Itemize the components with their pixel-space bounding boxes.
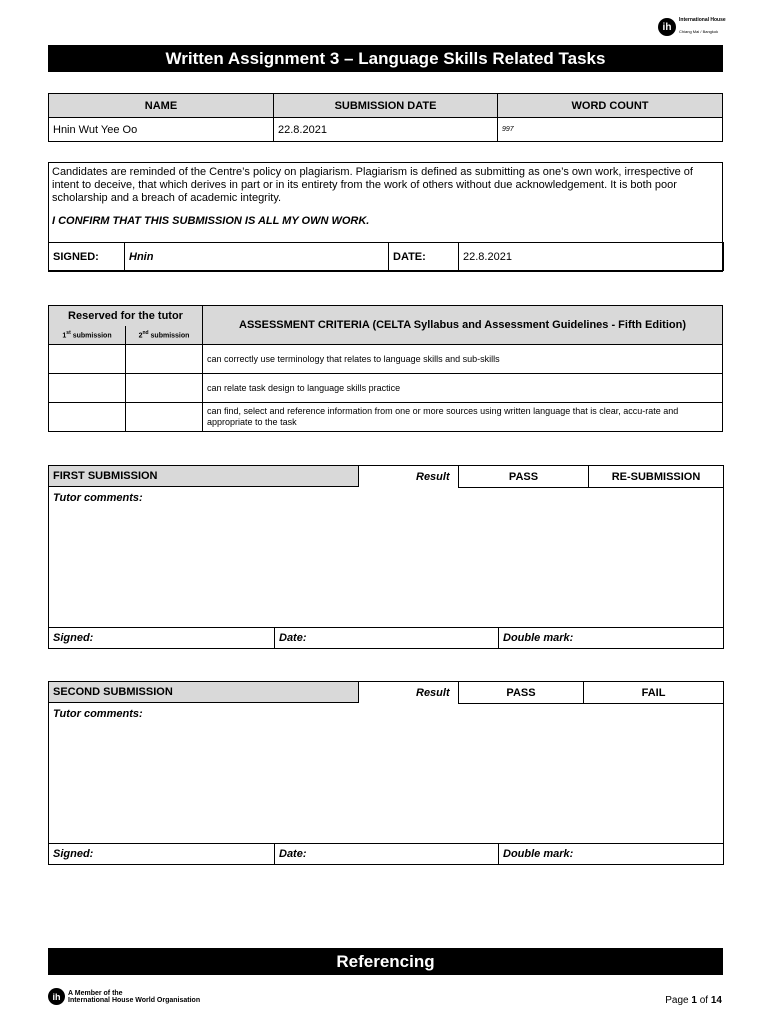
criterion-1-second-check[interactable]: [126, 345, 203, 374]
first-date-label[interactable]: Date:: [279, 632, 307, 644]
name-value[interactable]: Hnin Wut Yee Oo: [49, 118, 274, 142]
page-title: Written Assignment 3 – Language Skills Related Tasks: [48, 45, 723, 72]
criterion-3-second-check[interactable]: [126, 403, 203, 432]
name-header: NAME: [49, 94, 274, 118]
criterion-2-second-check[interactable]: [126, 374, 203, 403]
criterion-1-first-check[interactable]: [49, 345, 126, 374]
footer-logo-mark: ih: [48, 988, 65, 1005]
submission-info-table: [48, 93, 723, 142]
first-submission-col: 1st submission: [49, 326, 126, 345]
signed-label: SIGNED:: [49, 243, 125, 271]
first-pass-option[interactable]: PASS: [458, 466, 588, 488]
signature-table: [48, 242, 724, 271]
criterion-1: can correctly use terminology that relates to language skills and sub-skills: [203, 345, 723, 374]
footer-member-text: A Member of the International House World Organisation: [68, 990, 201, 1004]
first-double-mark-label[interactable]: Double mark:: [503, 632, 574, 644]
second-fail-option[interactable]: FAIL: [583, 682, 723, 704]
second-result-label: Result: [416, 686, 450, 699]
date-label: DATE:: [389, 243, 459, 271]
ih-logo-mark: ih: [658, 18, 676, 36]
ih-logo: [658, 16, 728, 38]
first-submission-box: [48, 465, 724, 649]
submission-date-value[interactable]: 22.8.2021: [274, 118, 498, 142]
criterion-2-first-check[interactable]: [49, 374, 126, 403]
criterion-3-first-check[interactable]: [49, 403, 126, 432]
page-number: Page 1 of 14: [665, 995, 722, 1006]
first-signed-label[interactable]: Signed:: [53, 632, 94, 644]
confirmation-statement: I CONFIRM THAT THIS SUBMISSION IS ALL MY OWN WORK.: [52, 215, 370, 227]
first-result-label: Result: [416, 470, 450, 483]
second-submission-box: [48, 681, 724, 865]
first-tutor-comments-label: Tutor comments:: [53, 492, 143, 504]
reserved-for-tutor: Reserved for the tutor: [49, 306, 203, 326]
word-count-value[interactable]: 997: [498, 118, 723, 142]
second-submission-col: 2nd submission: [126, 326, 203, 345]
word-count-header: WORD COUNT: [498, 94, 723, 118]
criteria-header: ASSESSMENT CRITERIA (CELTA Syllabus and Assessment Guidelines - Fifth Edition): [203, 306, 723, 345]
criterion-3: can find, select and reference information from one or more sources using written language that is clear, accu-rate and appropriate to the task: [203, 403, 723, 432]
signed-value[interactable]: Hnin: [125, 243, 389, 271]
first-signature-row: [49, 627, 723, 648]
referencing-heading: Referencing: [48, 948, 723, 975]
first-submission-title: FIRST SUBMISSION: [49, 466, 359, 487]
assessment-criteria-table: [48, 305, 723, 432]
footer-logo: [48, 988, 218, 1008]
date-value[interactable]: 22.8.2021: [459, 243, 724, 271]
second-submission-title: SECOND SUBMISSION: [49, 682, 359, 703]
first-resubmission-option[interactable]: RE-SUBMISSION: [588, 466, 723, 488]
submission-date-header: SUBMISSION DATE: [274, 94, 498, 118]
second-signature-row: [49, 843, 723, 864]
second-double-mark-label[interactable]: Double mark:: [503, 848, 574, 860]
second-pass-option[interactable]: PASS: [458, 682, 583, 704]
second-signed-label[interactable]: Signed:: [53, 848, 94, 860]
ih-logo-name: International House: [679, 17, 726, 23]
criterion-2: can relate task design to language skills practice: [203, 374, 723, 403]
second-tutor-comments-label: Tutor comments:: [53, 708, 143, 720]
second-date-label[interactable]: Date:: [279, 848, 307, 860]
plagiarism-notice: Candidates are reminded of the Centre’s policy on plagiarism. Plagiarism is defined as submitting as one’s own work, irrespective of intent to deceive, that which derives in part or in its entirety from the work of others without due acknowledgement. It is both poor scholarship and a breach of academic integrity.: [52, 166, 693, 204]
ih-logo-location: Chiang Mai / Bangkok: [679, 29, 719, 34]
